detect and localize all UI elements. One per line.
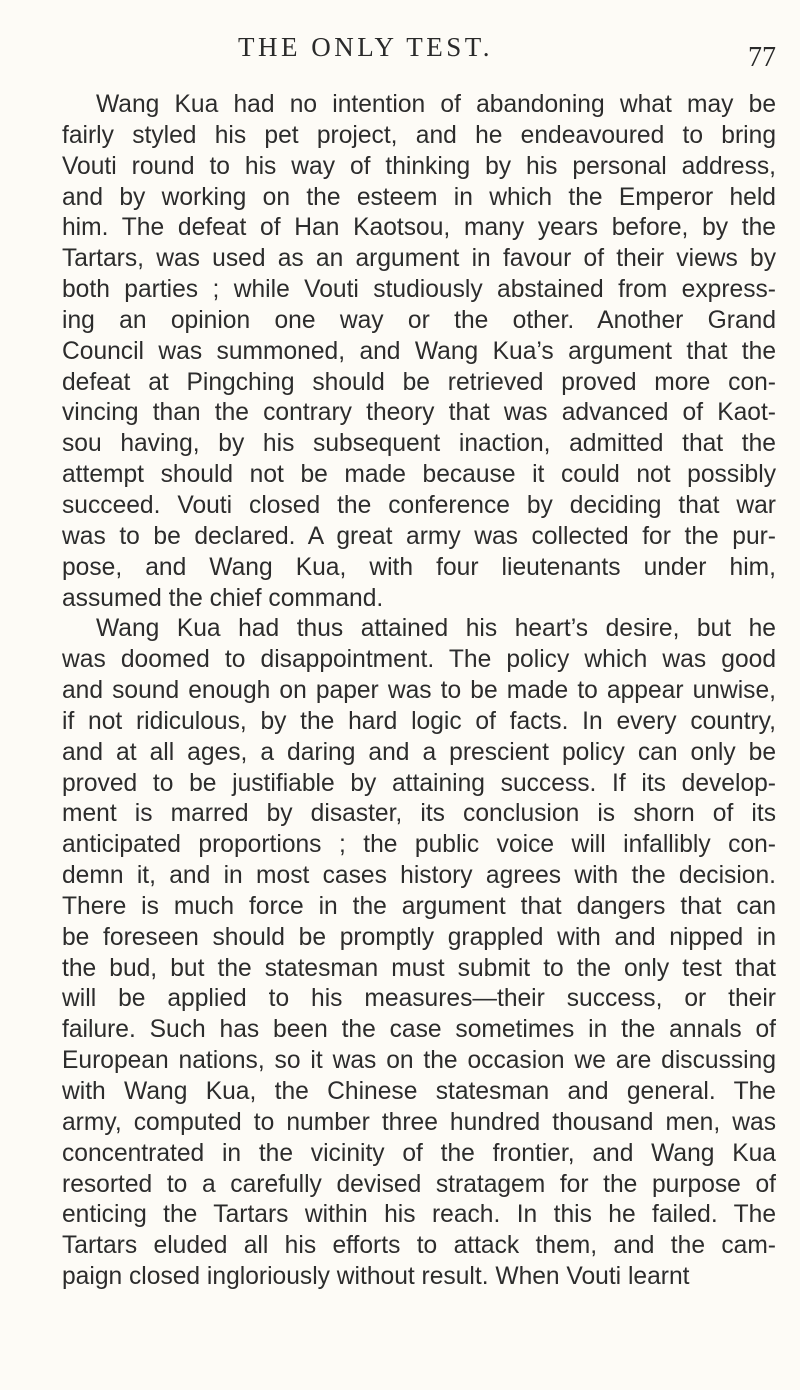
text-line: demn it, and in most cases history agrees with the decision. [62, 862, 776, 890]
text-line: failure. Such has been the case sometimes in the annals of [62, 1016, 776, 1044]
text-line: Tartars eluded all his efforts to attack them, and the cam- [62, 1232, 776, 1260]
text-line: and by working on the esteem in which the Emperor held [62, 183, 776, 211]
text-line: and at all ages, a daring and a prescient policy can only be [62, 738, 776, 766]
text-line: defeat at Pingching should be retrieved proved more con- [62, 368, 776, 396]
text-line: fairly styled his pet project, and he endeavoured to bring [62, 121, 776, 149]
text-line: assumed the chief command. [62, 584, 384, 612]
text-line: proved to be justifiable by attaining success. If its develop- [62, 769, 776, 797]
text-line: Tartars, was used as an argument in favour of their views by [62, 245, 776, 273]
text-line: if not ridiculous, by the hard logic of facts. In every country, [62, 707, 776, 735]
text-line: resorted to a carefully devised stratagem for the purpose of [62, 1170, 776, 1198]
text-line: vincing than the contrary theory that was advanced of Kaot- [62, 399, 776, 427]
text-line: will be applied to his measures—their success, or their [62, 985, 776, 1013]
body-text [62, 90, 782, 1293]
text-line: ment is marred by disaster, its conclusion is shorn of its [62, 800, 776, 828]
text-line: anticipated proportions ; the public voice will infallibly con- [62, 831, 776, 859]
text-line: attempt should not be made because it could not possibly [62, 461, 776, 489]
text-line: be foreseen should be promptly grappled with and nipped in [62, 923, 776, 951]
text-line: ing an opinion one way or the other. Another Grand [62, 306, 776, 334]
text-line: sou having, by his subsequent inaction, admitted that the [62, 430, 776, 458]
text-line: with Wang Kua, the Chinese statesman and general. The [62, 1078, 776, 1105]
text-line: concentrated in the vicinity of the frontier, and Wang Kua [62, 1139, 776, 1167]
text-line: and sound enough on paper was to be made to appear unwise, [62, 677, 776, 705]
text-line: succeed. Vouti closed the conference by deciding that war [62, 491, 776, 519]
text-line: European nations, so it was on the occasion we are discussing [62, 1047, 776, 1075]
page-number: 77 [748, 42, 776, 73]
text-line: Wang Kua had thus attained his heart’s desire, but he [96, 615, 776, 643]
text-line: Wang Kua had no intention of abandoning what may be [96, 91, 776, 118]
text-line: There is much force in the argument that dangers that can [62, 892, 776, 920]
text-line: enticing the Tartars within his reach. In this he failed. The [62, 1201, 776, 1229]
text-line: him. The defeat of Han Kaotsou, many years before, by the [62, 214, 776, 242]
text-line: pose, and Wang Kua, with four lieutenants under him, [62, 553, 776, 581]
running-title: THE ONLY TEST. [238, 32, 494, 62]
text-line: paign closed ingloriously without result. When Vouti learnt [62, 1263, 690, 1291]
text-line: was doomed to disappointment. The policy which was good [62, 646, 776, 674]
text-line: the bud, but the statesman must submit to the only test that [62, 954, 776, 982]
text-line: Council was summoned, and Wang Kua’s argument that the [62, 337, 776, 365]
text-line: was to be declared. A great army was collected for the pur- [62, 522, 776, 550]
running-head [0, 30, 800, 73]
text-line: army, computed to number three hundred thousand men, was [62, 1108, 776, 1136]
text-line: both parties ; while Vouti studiously abstained from express- [62, 276, 776, 304]
text-line: Vouti round to his way of thinking by his personal address, [62, 152, 776, 180]
